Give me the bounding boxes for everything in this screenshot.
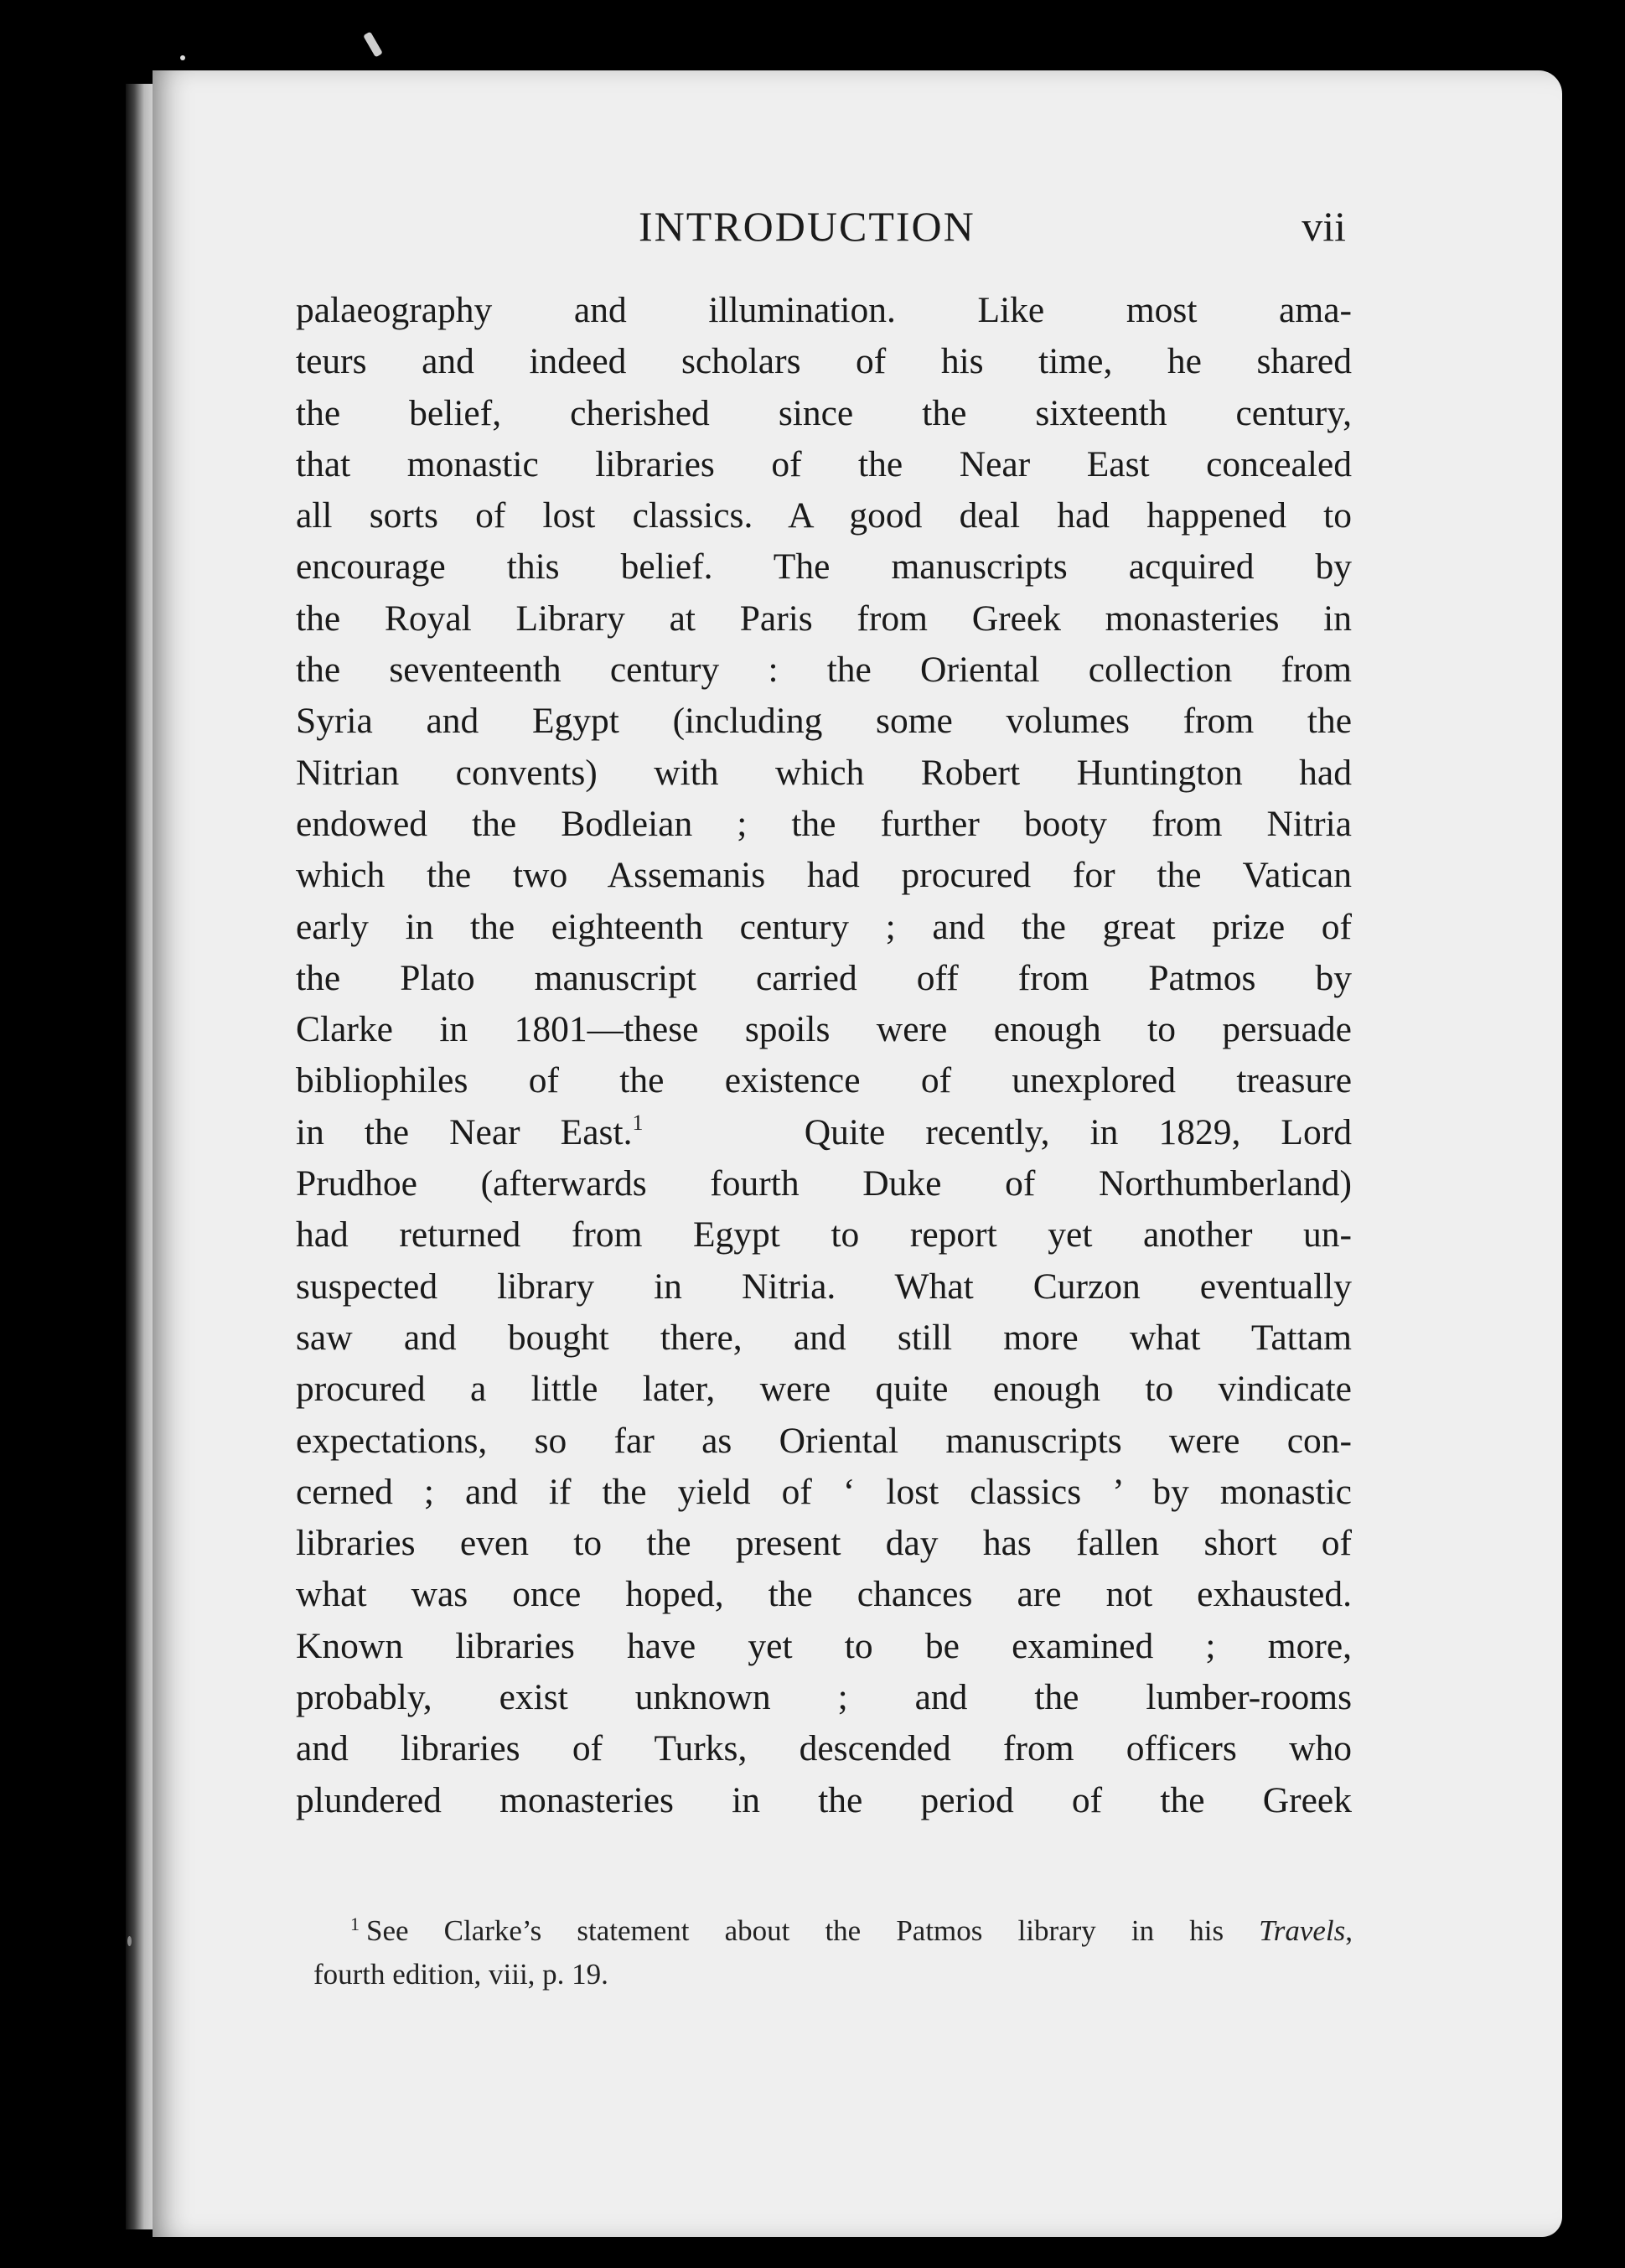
- footnote-line: fourth edition, viii, p. 19.: [313, 1958, 608, 1991]
- page-number: vii: [1302, 203, 1346, 250]
- text-line: all sorts of lost classics. A good deal had happened to: [296, 495, 1352, 536]
- text-line: expectations, so far as Oriental manuscripts were con-: [296, 1420, 1352, 1461]
- text-line: plundered monasteries in the period of the Greek: [296, 1779, 1352, 1820]
- text-line: the seventeenth century : the Oriental collection from: [296, 650, 1352, 691]
- text-line: procured a little later, were quite enough to vindicate: [296, 1369, 1352, 1410]
- text-line: saw and bought there, and still more what Tattam: [296, 1317, 1352, 1358]
- text-line: which the two Assemanis had procured for the Vatican: [296, 855, 1352, 896]
- text-line: the Royal Library at Paris from Greek monasteries in: [296, 598, 1352, 639]
- footnote-italic-title: Travels: [1259, 1914, 1346, 1947]
- footnote-reference[interactable]: 1: [632, 1110, 644, 1135]
- text-line: palaeography and illumination. Like most ama-: [296, 290, 1352, 330]
- footnote-punctuation: ,: [1345, 1914, 1353, 1947]
- text-line: cerned ; and if the yield of ‘ lost classics ’ by monastic: [296, 1471, 1352, 1512]
- text-line: what was once hoped, the chances are not exhausted.: [296, 1574, 1352, 1615]
- footnote: [313, 1909, 1353, 1996]
- text-line: teurs and indeed scholars of his time, he shared: [296, 341, 1352, 382]
- text-line: that monastic libraries of the Near East concealed: [296, 443, 1352, 484]
- text-line-start: in the Near East.: [296, 1111, 633, 1152]
- text-line-end: Quite recently, in 1829, Lord: [804, 1111, 1352, 1152]
- text-line: endowed the Bodleian ; the further booty from Nitria: [296, 803, 1352, 844]
- scan-speck: [127, 1936, 132, 1946]
- body-text: [296, 285, 1352, 1826]
- text-line: Nitrian convents) with which Robert Huntington had: [296, 752, 1352, 793]
- text-line: suspected library in Nitria. What Curzon eventually: [296, 1266, 1352, 1307]
- text-line: libraries even to the present day has fallen short of: [296, 1523, 1352, 1564]
- text-line: Syria and Egypt (including some volumes from the: [296, 701, 1352, 742]
- text-line: Prudhoe (afterwards fourth Duke of Northumberland): [296, 1163, 1352, 1204]
- text-line: the Plato manuscript carried off from Patmos by: [296, 957, 1352, 998]
- text-line: Known libraries have yet to be examined ; more,: [296, 1625, 1352, 1666]
- running-title: INTRODUCTION: [639, 203, 976, 250]
- running-head: [483, 189, 1346, 256]
- footnote-marker: 1: [350, 1913, 360, 1934]
- text-line: encourage this belief. The manuscripts acquired by: [296, 546, 1352, 588]
- text-line: bibliophiles of the existence of unexplored treasure: [296, 1060, 1352, 1101]
- footnote-text: See Clarke’s statement about the Patmos library in his: [366, 1914, 1224, 1947]
- text-line: had returned from Egypt to report yet another un-: [296, 1214, 1352, 1256]
- scan-speck: [180, 55, 185, 60]
- text-line: Clarke in 1801—these spoils were enough to persuade: [296, 1009, 1352, 1050]
- text-line: early in the eighteenth century ; and the great prize of: [296, 906, 1352, 947]
- text-line: and libraries of Turks, descended from officers who: [296, 1728, 1352, 1769]
- text-line: probably, exist unknown ; and the lumber-rooms: [296, 1677, 1352, 1718]
- scan-speck: [363, 32, 383, 58]
- footnote-line: [313, 1909, 1353, 1953]
- text-line-with-footnote-ref: [296, 1107, 1352, 1158]
- text-line: the belief, cherished since the sixteenth century,: [296, 392, 1352, 433]
